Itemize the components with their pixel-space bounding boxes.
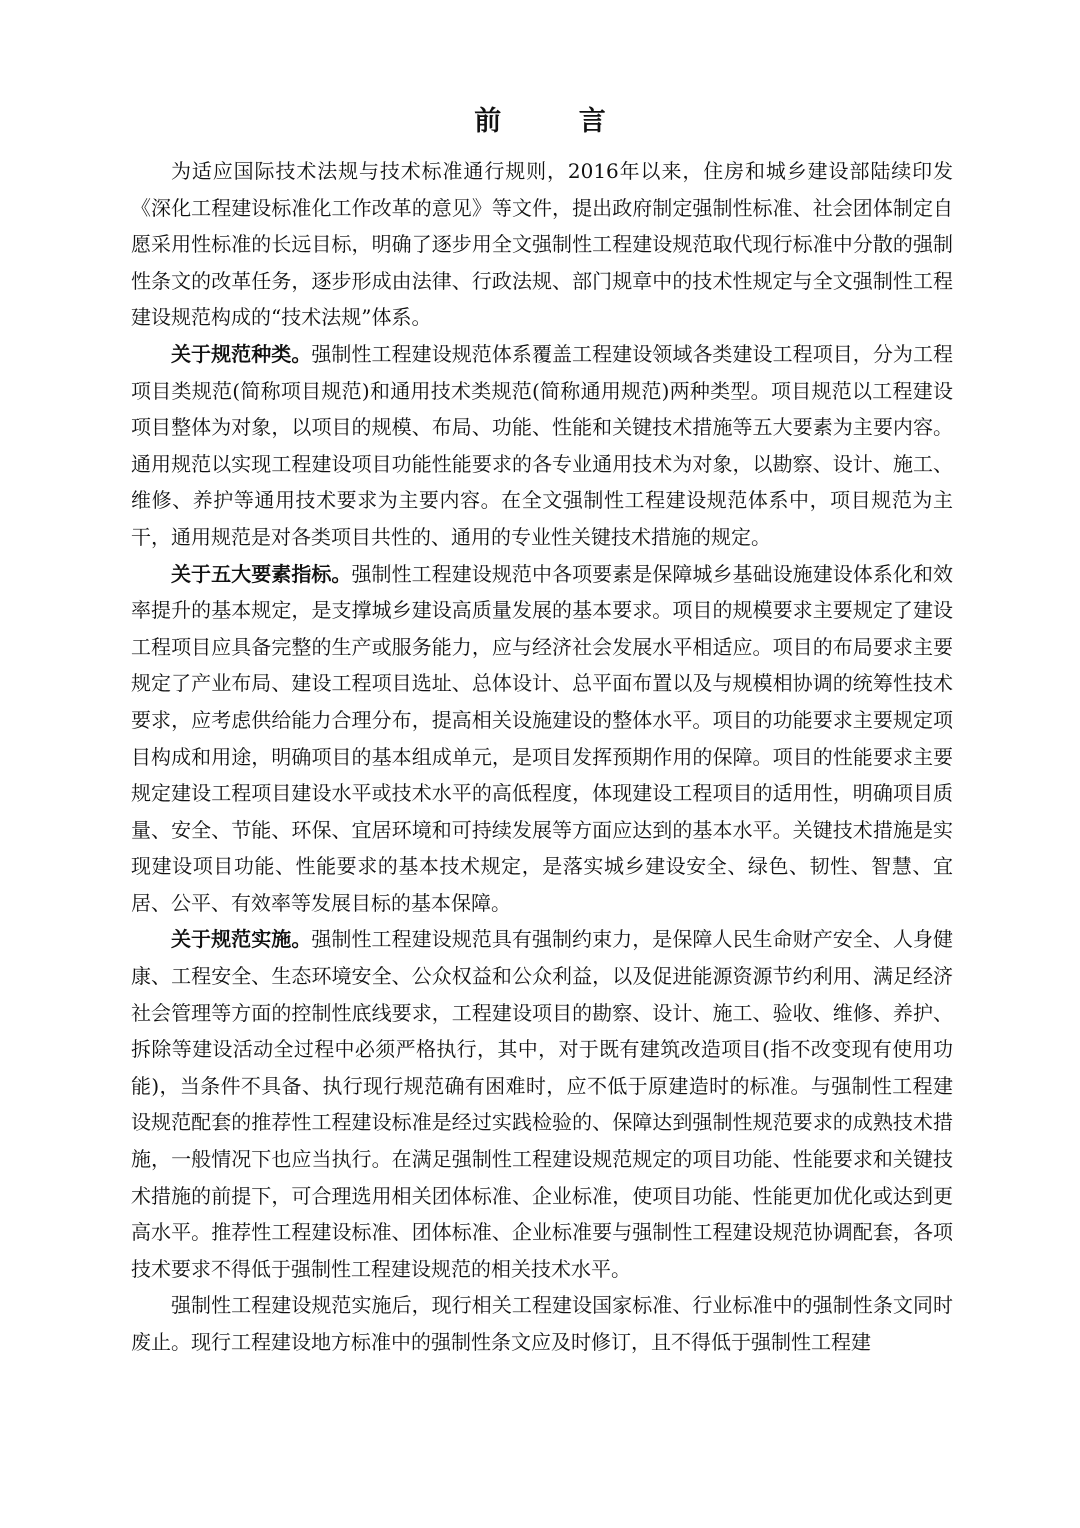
- page-title: 前 言: [474, 106, 640, 137]
- paragraph-text: 强制性工程建设规范具有强制约束力，是保障人民生命财产安全、人身健康、工程安全、生态环境安全、公众权益和公众利益，以及促进能源资源节约利用、满足经济社会管理等方面的控制性底线要求，工程建设项目的勘察、设计、施工、验收、维修、养护、拆除等建设活动全过程中必须严格执行，其中，对于既有建筑改造项目(指不改变现有使用功能)，当条件不具备、执行现行规范确有困难时，应不低于原建造时的标准。与强制性工程建设规范配套的推荐性工程建设标准是经过实践检验的、保障达到强制性规范要求的成熟技术措施，一般情况下也应当执行。在满足强制性工程建设规范规定的项目功能、性能要求和关键技术措施的前提下，可合理选用相关团体标准、企业标准，使项目功能、性能更加优化或达到更高水平。推荐性工程建设标准、团体标准、企业标准要与强制性工程建设规范协调配套，各项技术要求不得低于强制性工程建设规范的相关技术水平。: [131, 927, 954, 1281]
- document-body: [131, 153, 953, 1361]
- paragraph-lead: 关于规范实施。: [171, 927, 312, 952]
- paragraph-text: 为适应国际技术法规与技术标准通行规则，2016年以来，住房和城乡建设部陆续印发《深化工程建设标准化工作改革的意见》等文件，提出政府制定强制性标准、社会团体制定自愿采用性标准的长远目标，明确了逐步用全文强制性工程建设规范取代现行标准中分散的强制性条文的改革任务，逐步形成由法律、行政法规、部门规章中的技术性规定与全文强制性工程建设规范构成的“技术法规”体系。: [131, 159, 953, 330]
- paragraph-text: 强制性工程建设规范中各项要素是保障城乡基础设施建设体系化和效率提升的基本规定，是支撑城乡建设高质量发展的基本要求。项目的规模要求主要规定了建设工程项目应具备完整的生产或服务能力，应与经济社会发展水平相适应。项目的布局要求主要规定了产业布局、建设工程项目选址、总体设计、总平面布置以及与规模相协调的统筹性技术要求，应考虑供给能力合理分布，提高相关设施建设的整体水平。项目的功能要求主要规定项目构成和用途，明确项目的基本组成单元，是项目发挥预期作用的保障。项目的性能要求主要规定建设工程项目建设水平或技术水平的高低程度，体现建设工程项目的适用性，明确项目质量、安全、节能、环保、宜居环境和可持续发展等方面应达到的基本水平。关键技术措施是实现建设项目功能、性能要求的基本技术规定，是落实城乡建设安全、绿色、韧性、智慧、宜居、公平、有效率等发展目标的基本保障。: [131, 561, 954, 915]
- paragraph-intro: [131, 153, 953, 336]
- paragraph-repeal: [131, 1287, 953, 1360]
- paragraph-five-elements: [131, 556, 953, 922]
- paragraph-lead: 关于规范种类。: [171, 341, 312, 366]
- paragraph-text: 强制性工程建设规范实施后，现行相关工程建设国家标准、行业标准中的强制性条文同时废止。现行工程建设地方标准中的强制性条文应及时修订，且不得低于强制性工程建: [131, 1293, 953, 1354]
- paragraph-text: 强制性工程建设规范体系覆盖工程建设领域各类建设工程项目，分为工程项目类规范(简称项目规范)和通用技术类规范(简称通用规范)两种类型。项目规范以工程建设项目整体为对象，以项目的规模、布局、功能、性能和关键技术措施等五大要素为主要内容。通用规范以实现工程建设项目功能性能要求的各专业通用技术为对象，以勘察、设计、施工、维修、养护等通用技术要求为主要内容。在全文强制性工程建设规范体系中，项目规范为主干，通用规范是对各类项目共性的、通用的专业性关键技术措施的规定。: [131, 341, 954, 549]
- paragraph-implementation: [131, 921, 953, 1287]
- paragraph-lead: 关于五大要素指标。: [171, 561, 352, 586]
- paragraph-norm-types: [131, 336, 953, 556]
